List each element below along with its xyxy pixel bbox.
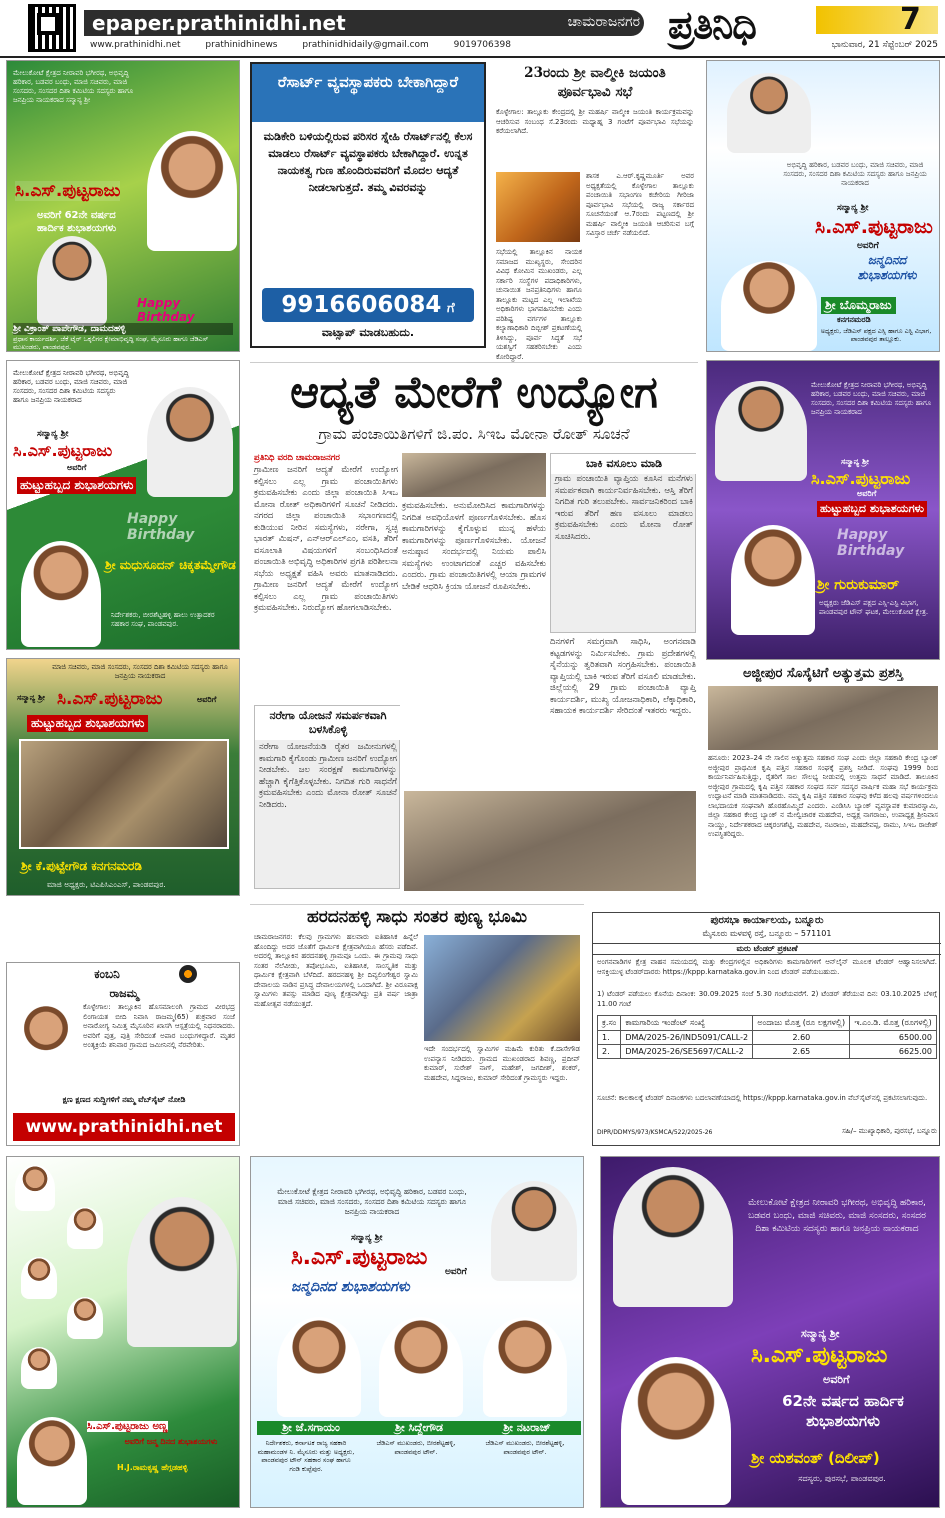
ad5-pre: ಸನ್ಮಾನ್ಯ ಶ್ರೀ <box>17 693 45 702</box>
tender-table <box>597 1015 937 1059</box>
ad8-from-detail: ಸದಸ್ಯರು, ಪುರಸಭೆ, ಪಾಂಡವಪುರ. <box>798 1474 886 1483</box>
ad7-pre: ಸನ್ಮಾನ್ಯ ಶ್ರೀ <box>351 1233 383 1243</box>
ad2-pre: ಸನ್ಮಾನ್ಯ ಶ್ರೀ <box>837 203 869 213</box>
ad3-pre: ಸನ್ಮಾನ್ಯ ಶ್ರೀ <box>37 429 69 439</box>
ad3-from-detail: ನಿರ್ದೇಶಕರು, ಬೀರಶೆಟ್ಟಹಳ್ಳಿ ಹಾಲು ಉತ್ಪಾದಕರ ಸಹಕಾರ ಸಂಘ, ಪಾಂಡವಪುರ. <box>111 611 215 628</box>
tender-dates: 1) ಟೆಂಡರ್ ಪಡೆಯಲು ಕೊನೆಯ ದಿನಾಂಕ: 30.09.2025 ಸಂಜೆ 5.30 ಗಂಟೆಯವರೆಗೆ. 2) ಟೆಂಡರ್ ತೆರೆಯುವ ದಿನ: 03.10.2025 ಬೆಳಿಗ್ಗೆ 11.00 ಗಂಟೆ <box>597 990 937 1008</box>
temple-photo <box>424 935 580 1041</box>
ad7-name: ಸಿ.ಎಸ್.ಪುಟ್ಟರಾಜು <box>291 1245 428 1270</box>
newspaper-logo: ಪ್ರತಿನಿಧಿ <box>668 2 756 47</box>
member-photo-5 <box>21 1347 57 1389</box>
person-photo-1 <box>277 1317 361 1417</box>
cell: DMA/2025-26/IND5091/CALL-2 <box>621 1031 753 1045</box>
person-2-name: ಶ್ರೀ ಸಿದ್ದೇಗೌಡ <box>365 1421 473 1435</box>
member-photo-2 <box>67 1207 103 1249</box>
person-photo-2 <box>379 1317 463 1417</box>
cell: 2.65 <box>753 1045 850 1059</box>
birthday-ad-3 <box>6 360 240 650</box>
tender-title: ಮರು ಟೆಂಡರ್ ಪ್ರಕಟಣೆ <box>593 943 941 955</box>
page-number: 7 <box>900 2 921 37</box>
main-col-3: ದಿನಗಳಿಗೆ ಸಮಗ್ರವಾಗಿ ಸಾಧಿಸಿ, ಅಂಗನವಾಡಿ ಕಟ್ಟಡಗಳನ್ನು ನಿರ್ಮಿಸಬೇಕು. ಗ್ರಾಮ ಪ್ರದೇಶಗಳಲ್ಲಿ ಸೈನೆಯನ್ನು ತ್ವರಿತವಾಗಿ ಸಂಗ್ರಹಿಸಬೇಕು. ಪಂಚಾಯಿತಿ ವ್ಯಾಪ್ತಿಯಲ್ಲಿ ಬಾಕಿ ಇರುವ ತೆರಿಗೆ ವಸೂಲಿ ಮಾಡಬೇಕು. ಜಿಲ್ಲೆಯಲ್ಲಿ 29 ಗ್ರಾಮ ಪಂಚಾಯಿತಿ ವ್ಯಾಪ್ತಿ ಕಾರ್ಯದರ್ಶಿ, ಮುಖ್ಯ ಯೋಜನಾಧಿಕಾರಿ, ಲೆಕ್ಕಾಧಿಕಾರಿ, ಸಹಾಯಕ ಕಾರ್ಯದರ್ಶಿ ಸೇರಿದಂತೆ ಇತರರು ಇದ್ದರು. <box>550 637 696 716</box>
ad6-org: H.J.ರಾಮಕೃಷ್ಣ ಹೆಗ್ಗಡಹಳ್ಳಿ <box>117 1463 188 1472</box>
cell: 1. <box>598 1031 621 1045</box>
ad1-wish: ಅವರಿಗೆ 62ನೇ ವರ್ಷದ ಹಾರ್ದಿಕ ಶುಭಾಶಯಗಳು <box>37 210 117 234</box>
cell: 6625.00 <box>850 1045 937 1059</box>
leader-photo <box>147 131 237 251</box>
th-amount: ಅಂದಾಜು ಮೊತ್ತ (ರೂ ಲಕ್ಷಗಳಲ್ಲಿ) <box>753 1016 850 1031</box>
cell: 6500.00 <box>850 1031 937 1045</box>
cell: 2. <box>598 1045 621 1059</box>
valmiki-para-3: ಸಭೆಯಲ್ಲಿ ತಾಲ್ಲೂಕಿನ ನಾಯಕ ಸಮಾಜದ ಮುಖ್ಯಸ್ಥರು, ಸೇಂದರಿನ ವಿವಿಧ ಕೋಮಿನ ಮುಖಂಡರು, ಎಲ್ಲ ಸರ್ಕಾರಿ ಸಂಸ್ಥೆಗಳ ಪದಾಧಿಕಾರಿಗಳು, ಚುನಾಯಿತ ಜನಪ್ರತಿನಿಧಿಗಳು ಹಾಗೂ ತಾಲ್ಲೂಕು ಮಟ್ಟದ ಎಲ್ಲ ಇಲಾಖೆಯ ಅಧಿಕಾರಿಗಳು ಭಾಗವಹಿಸಬೇಕು ಎಂದು ಪರಿಶಿಷ್ಟ ವರ್ಗಗಳ ತಾಲ್ಲೂಕು ಕಲ್ಯಾಣಾಧಿಕಾರಿ ದಿಬ್ಬೀಶ್ ಪ್ರಕಟಣೆಯಲ್ಲಿ ತಿಳಿಸಿದ್ದು, ಪೂರ್ವ ಸಿದ್ಧತೆ ಸಭೆ ಯಶಸ್ವಿಗೆ ಸಹಕರಿಸಬೇಕು ಎಂದು ಕೋರಿದ್ದಾರೆ. <box>496 248 582 361</box>
lamp-icon <box>179 965 197 983</box>
ad2-from: ಶ್ರೀ ಬೊಮ್ಮರಾಜು <box>821 297 896 314</box>
tender-address: ಮೈಸೂರು ಮಳವಳ್ಳಿ ರಸ್ತೆ, ಬನ್ನೂರು – 571101 <box>702 929 832 938</box>
phone-number: 9019706398 <box>453 40 511 50</box>
ad7-intro: ಮೇಲುಕೋಟೆ ಕ್ಷೇತ್ರದ ನೀರಾವರಿ ಭಗೀರಥ, ಅಭಿವೃದ್ಧಿ ಹರಿಕಾರ, ಬಡವರ ಬಂಧು, ಮಾಜಿ ಸಚಿವರು, ಮಾಜಿ ಸಂಸದರು, ಸಂಸದರ ದಿಶಾ ಕಮಿಟಿಯ ಸದಸ್ಯರು ಹಾಗೂ ಜನಪ್ರಿಯ ನಾಯಕರಾದ <box>277 1187 467 1216</box>
ad3-name: ಸಿ.ಎಸ್.ಪುಟ್ಟರಾಜು <box>13 441 113 460</box>
ad1-from: ಶ್ರೀ ವಿಕ್ರಾಂತ್ ಪಾಪೇಗೌಡ, ದಾಮದಹಳ್ಳಿ <box>13 323 233 335</box>
ad4-from: ಶ್ರೀ ಗುರುಕುಮಾರ್ <box>817 577 900 593</box>
arrears-box-title: ಬಾಕಿ ವಸೂಲು ಮಾಡಿ <box>551 454 697 474</box>
obituary-foot: ಕ್ಷಣ ಕ್ಷಣದ ಸುದ್ದಿಗಳಿಗೆ ನಮ್ಮ ವೆಬ್‌ಸೈಟ್ ನೋಡಿ <box>62 1095 186 1104</box>
qr-code-icon <box>28 4 76 52</box>
obituary-name: ರಾಜಮ್ಮ <box>109 987 139 1000</box>
ad6-name: ಸಿ.ಎಸ್.ಪುಟ್ಟರಾಜು ಅಣ್ಣ <box>87 1421 168 1432</box>
leader-photo <box>715 381 807 481</box>
cell: 2.60 <box>753 1031 850 1045</box>
ad2-avarige: ಅವರಿಗೆ <box>857 241 879 251</box>
ad4-bday: Happy Birthday <box>837 527 905 559</box>
birthday-ad-1 <box>6 60 240 352</box>
tender-ref: DIPR/DDMYS/973/KSMCA/522/2025-26 <box>597 1129 713 1136</box>
arrears-box <box>550 453 696 633</box>
member-photo-4 <box>67 1297 103 1339</box>
ad8-avarige: ಅವರಿಗೆ <box>823 1373 850 1386</box>
tender-notice <box>592 912 940 1146</box>
ad5-avarige: ಅವರಿಗೆ <box>197 695 217 704</box>
job-ad <box>250 62 486 348</box>
ajjipura-body: ಹನೂರು: 2023–24 ನೇ ಸಾಲಿನ ಅತ್ಯುತ್ತಮ ಸಹಕಾರ ಸಂಘ ಎಂದು ಜಿಲ್ಲಾ ಸಹಕಾರಿ ಕೇಂದ್ರ ಬ್ಯಾಂಕ್ ಅಜ್ಜೀಪುರ ಪ್ರಾಥಮಿಕ ಕೃಷಿ ಪತ್ತಿನ ಸಹಕಾರ ಸಂಘಕ್ಕೆ ಪ್ರಶಸ್ತಿ ನೀಡಿದೆ. ಸಂಘವು 1999 ರಿಂದ ಕಾರ್ಯನಿರ್ವಹಿಸುತ್ತಿದ್ದು, ರೈತರಿಗೆ ಸಾಲ ಸೌಲಭ್ಯ ನೀಡುವಲ್ಲಿ ಉತ್ತಮ ಸಾಧನೆ ಮಾಡಿದೆ. ತಾಲೂಕಿನ ಅಜ್ಜೀಪುರ ಗ್ರಾಮದಲ್ಲಿ ಕೃಷಿ ಪತ್ತಿನ ಸಹಕಾರ ಸಂಘದ ಸರ್ವ ಸದಸ್ಯರ ವಾರ್ಷಿಕ ಮಹಾ ಸಭೆ ಕಾರ್ಯಕ್ರಮ ಉದ್ಘಾಟನೆ ಮಾಡಿ ಮಾತನಾಡಿದರು. ನಮ್ಮ ಕೃಷಿ ಪತ್ತಿನ ಸಹಕಾರ ಸಂಘವು ಕಳೆದ ಹಲವು ವರ್ಷಗಳಿಂದಲೂ ಲಾಭದಾಯಕ ಸಂಘವಾಗಿ ಹೊರಹೊಮ್ಮಿದೆ ಎಂದರು. ಎಂಡಿಸಿಸಿ ಬ್ಯಾಂಕ್ ವ್ಯವಸ್ಥಾಪಕ ಕುಮಾರಸ್ವಾಮಿ, ಜಿಲ್ಲಾ ಸಹಕಾರ ಕೇಂದ್ರ ಬ್ಯಾಂಕ್ ನ ಮೇಲ್ವಿಚಾರಕ ಮಹದೇವ, ಅಧ್ಯಕ್ಷ ನಾಗರಾಜು, ಉಪಾಧ್ಯಕ್ಷ ಶ್ರೀನಿವಾಸ ನಾಯ್ಡು, ನಿರ್ದೇಶಕರಾದ ಚಿಕ್ಕರಂಗಶೆಟ್ಟಿ, ಮಹದೇವ, ನಟರಾಜು, ಮಹದೇವಪ್ಪ, ರಾಮು, ಸಿಇಒ ರಾಜೇಶ್ ಉಪಸ್ಥಿತರಿದ್ದರು. <box>708 754 938 838</box>
nrega-box-text: ನರೇಗಾ ಯೋಜನೆಯಡಿ ರೈತರ ಜಮೀನುಗಳಲ್ಲಿ ಕಾಮಗಾರಿ ಕೈಗೊಂಡು ಗ್ರಾಮೀಣ ಜನರಿಗೆ ಉದ್ಯೋಗ ನೀಡಬೇಕು. ಜಲ ಸಂರಕ್ಷಣೆ ಕಾಮಗಾರಿಗಳನ್ನು ಹೆಚ್ಚಾಗಿ ಕೈಗೆತ್ತಿಕೊಳ್ಳಬೇಕು. ನಿಗದಿತ ಗುರಿ ಸಾಧನೆಗೆ ಕ್ರಮವಹಿಸಬೇಕು ಎಂದು ಮೋನಾ ರೋತ್ ಸೂಚನೆ ನೀಡಿದರು. <box>259 742 397 810</box>
job-ad-body: ಮಡಿಕೇರಿ ಬಳಿಯಲ್ಲಿರುವ ಪರಿಸರ ಸ್ನೇಹಿ ರೆಸಾರ್ಟ್‌ನಲ್ಲಿ ಕೆಲಸ ಮಾಡಲು ರೆಸಾರ್ಟ್ ವ್ಯವಸ್ಥಾಪಕರು ಬೇಕಾಗಿದ್ದಾರೆ. ಉನ್ನತ ನಾಯಕತ್ವ ಗುಣ ಹೊಂದಿರುವವರಿಗೆ ಮೊದಲ ಆದ್ಯತೆ ನೀಡಲಾಗುತ್ತದೆ. ತಮ್ಮ ವಿವರವನ್ನು <box>263 130 473 194</box>
job-ad-title: ರೆಸಾರ್ಟ್ ವ್ಯವಸ್ಥಾಪಕರು ಬೇಕಾಗಿದ್ದಾರೆ <box>252 64 484 122</box>
tender-body: ಅಂಗನವಾಡಿಗಳ ಕ್ಷೇತ್ರ ವಾಹನ ಸಮಯದಲ್ಲಿ ಮತ್ತು ಕೇಂದ್ರಗಳಲ್ಲಿನ ಅಧಿಕಾರಿಗಳು ಕಾಮಗಾರಿಗಳಿಗೆ ಆನ್‌ಲೈನ್ ಮೂಲಕ ಟೆಂಡರ್ ಆಹ್ವಾನಿಸಲಾಗಿದೆ. ಆಸಕ್ತಿಯುಳ್ಳ ಟೆಂಡರ್‌ದಾರರು https://kppp.karnataka.gov.in ನಿಂದ ಟೆಂಡರ್ ಪಡೆಯಬಹುದು. <box>597 958 937 976</box>
main-col-1: ಗ್ರಾಮೀಣ ಜನರಿಗೆ ಆದ್ಯತೆ ಮೇರೆಗೆ ಉದ್ಯೋಗ ಕಲ್ಪಿಸಲು ಎಲ್ಲ ಗ್ರಾಮ ಪಂಚಾಯಿತಿಗಳು ಕ್ರಮವಹಿಸಬೇಕು ಎಂದು ಜಿಲ್ಲಾ ಪಂಚಾಯಿತಿ ಸಿಇಒ ಮೋನಾ ರೋತ್ ಅಧಿಕಾರಿಗಳಿಗೆ ಸೂಚನೆ ನೀಡಿದರು. ನಗರದ ಜಿಲ್ಲಾ ಪಂಚಾಯಿತಿ ಸಭಾಂಗಣದಲ್ಲಿ ಕುಡಿಯುವ ನೀರಿನ ಸಮಸ್ಯೆಗಳು, ನರೇಗಾ, ಸ್ವಚ್ಛ ಭಾರತ್ ಮಿಷನ್, ಎನ್‌ಆರ್‌ಎಲ್‌ಎಂ, ವಸತಿ, ತೆರಿಗೆ ವಸೂಲಾತಿ ವಿಷಯಗಳಿಗೆ ಸಂಬಂಧಿಸಿದಂತೆ ಪಂಚಾಯಿತಿ ಅಭಿವೃದ್ಧಿ ಅಧಿಕಾರಿಗಳ ಪ್ರಗತಿ ಪರಿಶೀಲನಾ ಸಭೆಯ ಅಧ್ಯಕ್ಷತೆ ವಹಿಸಿ ಅವರು ಮಾತನಾಡಿದರು. ಗ್ರಾಮೀಣ ಜನರಿಗೆ ಆದ್ಯತೆ ಮೇರೆಗೆ ಉದ್ಯೋಗ ಕಲ್ಪಿಸಲು ಎಲ್ಲ ಗ್ರಾಮ ಪಂಚಾಯಿತಿಗಳು ಕ್ರಮವಹಿಸಬೇಕು. ನಿರುದ್ಯೋಗ ಹೋಗಲಾಡಿಸಬೇಕು. <box>254 465 398 613</box>
ad1-intro: ಮೇಲುಕೋಟೆ ಕ್ಷೇತ್ರದ ನೀರಾವರಿ ಭಗೀರಥ, ಅಭಿವೃದ್ಧಿ ಹರಿಕಾರ, ಬಡವರ ಬಂಧು, ಮಾಜಿ ಸಚಿವರು, ಮಾಜಿ ಸಂಸದರು, ಸಂಸದರ ದಿಶಾ ಕಮಿಟಿಯ ಸದಸ್ಯರು ಹಾಗೂ ಜನಪ್ರಿಯ ನಾಯಕರಾದ ಸನ್ಮಾನ್ಯ ಶ್ರೀ <box>13 69 134 104</box>
leader-photo <box>491 1181 577 1281</box>
meeting-photo-2 <box>404 791 696 891</box>
edition-city: ಚಾಮರಾಜನಗರ <box>567 14 640 30</box>
ad8-from: ಶ್ರೀ ಯಶವಂತ್ (ದಿಲೀಪ್) <box>751 1449 880 1467</box>
ad8-name: ಸಿ.ಎಸ್.ಪುಟ್ಟರಾಜು <box>751 1343 888 1368</box>
issue-date: ಭಾನುವಾರ, 21 ಸೆಪ್ಟೆಂಬರ್ 2025 <box>831 40 938 50</box>
deceased-photo <box>13 1003 79 1087</box>
table-row <box>598 1031 937 1045</box>
th-emd: ಇ.ಎಂ.ಡಿ. ಮೊತ್ತ (ರೂಗಳಲ್ಲಿ) <box>850 1016 937 1031</box>
person-2-detail: ಜೆಡಿಎಸ್ ಮುಖಂಡರು, ಬೀರಶೆಟ್ಟಹಳ್ಳಿ, ಪಾಂಡವಪುರ ಟೌನ್. <box>376 1439 456 1456</box>
obituary-label: ಕಂಬನಿ <box>94 967 120 981</box>
sender-photo <box>17 1417 87 1505</box>
obituary-body: ಕೊಳ್ಳೇಗಾಲ: ತಾಲ್ಲೂಕಿನ ಹೊಸಮಾಲಂಗಿ ಗ್ರಾಮದ ವೀರಭದ್ರ ಲಿಂಗಾಯತ ಬೀದಿ ನಿವಾಸಿ ರಾಜಮ್ಮ(65) ಶುಕ್ರವಾರ ಸಂಜೆ ಅನಾರೋಗ್ಯ ನಿಮಿತ್ತ ಮೈಸೂರಿನ ಖಾಸಗಿ ಆಸ್ಪತ್ರೆಯಲ್ಲಿ ನಿಧನರಾದರು. ಅವರಿಗೆ ಪುತ್ರ, ಪುತ್ರಿ ಸೇರಿದಂತೆ ಅಪಾರ ಬಂಧುಗಳಿದ್ದಾರೆ. ಮೃತರ ಅಂತ್ಯಕ್ರಿಯೆ ಶನಿವಾರ ಗ್ರಾಮದ ಜಮೀನಿನಲ್ಲಿ ನೆರವೇರಿತು. <box>83 1003 235 1049</box>
main-headline: ಆದ್ಯತೆ ಮೇರೆಗೆ ಉದ್ಯೋಗ <box>290 367 658 418</box>
birthday-ad-4 <box>706 360 940 660</box>
job-ad-phone-suffix: ಗೆ <box>447 301 455 316</box>
ad2-from-detail: ಅಧ್ಯಕ್ಷರು, ಜೆಡಿಎಸ್ ಪಕ್ಷದ ಎಸ್ಸಿ ಹಾಗೂ ಎಸ್ಟಿ ವಿಭಾಗ, ಪಾಂಡವಪುರ ತಾಲ್ಲೂಕು. <box>820 327 932 343</box>
contact-row <box>90 40 650 50</box>
ad5-from-detail: ಮಾಜಿ ಅಧ್ಯಕ್ಷರು, ಟಿಎಪಿಸಿಎಂಎಸ್, ಪಾಂಡವಪುರ. <box>47 880 166 889</box>
ad4-pre: ಸನ್ಮಾನ್ಯ ಶ್ರೀ <box>841 457 869 466</box>
birthday-ad-7 <box>250 1156 584 1508</box>
leader-photo <box>613 1167 733 1307</box>
tender-note: ಸೂಚನೆ: ಕಾಲಕಾಲಕ್ಕೆ ಟೆಂಡರ್ ದಿನಾಂಕಗಳು ಬದಲಾವಣೆಯಾದಲ್ಲಿ https://kppp.karnataka.gov.in ವೆಬ್‌ಸೈಟ್‌ನಲ್ಲಿ ಪ್ರಕಟಿಸಲಾಗುವುದು. <box>597 1094 928 1102</box>
person-1-name: ಶ್ರೀ ಜೆ.ಸಗಾಯಂ <box>257 1421 365 1435</box>
ad5-intro: ಮಾಜಿ ಸಚಿವರು, ಮಾಜಿ ಸಂಸದರು, ಸಂಸದರ ದಿಶಾ ಕಮಿಟಿಯ ಸದಸ್ಯರು ಹಾಗೂ ಜನಪ್ರಿಯ ನಾಯಕರಾದ <box>52 663 228 680</box>
haradanahalli-col-1: ಚಾಮರಾಜನಗರ: ಕೆಲವು ಗ್ರಾಮಗಳು ಹಲವಾರು ಐತಿಹಾಸಿಕ ಹಿನ್ನೆಲೆ ಹೊಂದಿದ್ದು ಅದರ ಜೊತೆಗೆ ಧಾರ್ಮಿಕ ಕ್ಷೇತ್ರವಾಗಿಯೂ ಹೆಸರು ಪಡೆದಿವೆ. ಅದರಲ್ಲಿ ತಾಲ್ಲೂಕಿನ ಹರದನಹಳ್ಳಿ ಗ್ರಾಮವೂ ಒಂದು. ಈ ಗ್ರಾಮವು ಸಾಧು ಸಂತರ ನೆಲೆವೀಡು, ತಪೋಭೂಮಿ, ಐತಿಹಾಸಿಕ, ಸಾಂಸ್ಕೃತಿಕ ಮತ್ತು ಧಾರ್ಮಿಕ ಕ್ಷೇತ್ರವಾಗಿ ಬೆಳೆದಿದೆ. ಹರದನಹಳ್ಳಿ ಶ್ರೀ ದಿವ್ಯಲಿಂಗೇಶ್ವರ ಸ್ವಾಮಿ ದೇವಾಲಯ ನಾಡಿನ ಪ್ರಸಿದ್ಧ ದೇವಾಲಯಗಳಲ್ಲಿ ಒಂದಾಗಿದೆ. ಶ್ರೀ ವಿರೂಪಾಕ್ಷ ಸ್ವಾಮಿಗಳು ತಪಸ್ಸು ಮಾಡಿದ ಪುಣ್ಯ ಕ್ಷೇತ್ರವಾಗಿದ್ದು ಪ್ರತಿ ವರ್ಷ ಜಾತ್ರಾ ಮಹೋತ್ಸವ ನಡೆಯುತ್ತದೆ. <box>254 933 418 1008</box>
leader-photo <box>127 1197 237 1347</box>
ad3-avarige: ಅವರಿಗೆ <box>67 463 87 472</box>
sender-photo <box>37 236 107 326</box>
sender-photo <box>721 261 817 351</box>
nrega-box-title: ನರೇಗಾ ಯೋಜನೆ ಸಮರ್ಪಕವಾಗಿ ಬಳಸಿಕೊಳ್ಳಿ <box>255 706 401 740</box>
person-photo-3 <box>483 1317 567 1417</box>
person-1-detail: ನಿರ್ದೇಶಕರು, ಕರ್ನಾಟಕ ರಾಜ್ಯ ಸಹಕಾರಿ ಮಹಾಮಂಡಳ ನಿ. ಮೈಸೂರು ಮತ್ತು ಅಧ್ಯಕ್ಷರು, ಪಾಂಡವಪುರ ಟೌನ್ ಸಹಕಾರ ಸಂಘ ಹಾಗೂ ಗಂಡಿ ಕುಪ್ಪೆಪುರ. <box>257 1439 355 1473</box>
cell: DMA/2025-26/SE5697/CALL-2 <box>621 1045 753 1059</box>
ad1-from-detail: ಪ್ರಧಾನ ಕಾರ್ಯದರ್ಶಿ, ಜೆಕೆ ಟೈರ್ ಒಕ್ಕಲಿಗರ ಕ್ಷೇಮಾಭಿವೃದ್ಧಿ ಸಂಘ, ಮೈಸೂರು ಹಾಗೂ ಜೆಡಿಎಸ್ ಮುಖಂಡರು, ಪಾಂಡವಪುರ. <box>13 335 209 351</box>
ad3-from: ಶ್ರೀ ಮಧುಸೂದನ್ ಚಿಕ್ಕತಮ್ಮೇಗೌಡ <box>105 558 236 572</box>
ajjipura-photo <box>708 686 938 750</box>
tender-office: ಪುರಸಭಾ ಕಾರ್ಯಾಲಯ, ಬನ್ನೂರು <box>710 915 824 926</box>
ad3-intro: ಮೇಲುಕೋಟೆ ಕ್ಷೇತ್ರದ ನೀರಾವರಿ ಭಗೀರಥ, ಅಭಿವೃದ್ಧಿ ಹರಿಕಾರ, ಬಡವರ ಬಂಧು, ಮಾಜಿ ಸಚಿವರು, ಮಾಜಿ ಸಂಸದರು, ಸಂಸದರ ದಿಶಾ ಕಮಿಟಿಯ ಸದಸ್ಯರು ಹಾಗೂ ಜನಪ್ರಿಯ ನಾಯಕರಾದ <box>13 369 129 404</box>
epaper-link[interactable]: epaper.prathinidhi.net <box>92 11 346 35</box>
valmiki-headline: 23ರಂದು ಶ್ರೀ ವಾಲ್ಮೀಕಿ ಜಯಂತಿ ಪೂರ್ವಭಾವಿ ಸಭೆ <box>524 65 666 100</box>
ad8-pre: ಸನ್ಮಾನ್ಯ ಶ್ರೀ <box>801 1327 840 1340</box>
ad7-wish: ಜನ್ಮದಿನದ ಶುಭಾಶಯಗಳು <box>291 1279 410 1295</box>
arrears-box-text: ಗ್ರಾಮ ಪಂಚಾಯಿತಿ ವ್ಯಾಪ್ತಿಯ ಕೂಸಿನ ಮನೆಗಳು ಸಮರ್ಪಕವಾಗಿ ಕಾರ್ಯನಿರ್ವಹಿಸಬೇಕು. ಆಸ್ತಿ ತೆರಿಗೆ ನಿಗದಿತ ಗುರಿ ತಲುಪಬೇಕು. ಸಾರ್ವಜನಿಕರಿಂದ ಬಾಕಿ ಇರುವ ತೆರಿಗೆ ಹಣ ವಸೂಲು ಮಾಡಲು ಕ್ರಮವಹಿಸಬೇಕು ಎಂದು ಮೋನಾ ರೋತ್ ಸೂಚಿಸಿದರು. <box>555 474 693 542</box>
nrega-box <box>254 705 400 889</box>
member-photo-1 <box>15 1165 55 1211</box>
ad2-intro: ಅಭಿವೃದ್ಧಿ ಹರಿಕಾರ, ಬಡವರ ಬಂಧು, ಮಾಜಿ ಸಚಿವರು, ಮಾಜಿ ಸಂಸದರು, ಸಂಸದರ ದಿಶಾ ಕಮಿಟಿಯ ಸದಸ್ಯರು ಹಾಗೂ ಜನಪ್ರಿಯ ನಾಯಕರಾದ <box>783 161 927 187</box>
sender-photo <box>621 1357 731 1505</box>
person-3-name: ಶ್ರೀ ನಟರಾಜ್ <box>473 1421 581 1435</box>
ad8-intro: ಮೇಲುಕೋಟೆ ಕ್ಷೇತ್ರದ ನೀರಾವರಿ ಭಗೀರಥ, ಅಭಿವೃದ್ಧಿ ಹರಿಕಾರ, ಬಡವರ ಬಂಧು, ಮಾಜಿ ಸಚಿವರು, ಮಾಜಿ ಸಂಸದರು, ಸಂಸದರ ದಿಶಾ ಕಮಿಟಿಯ ಸದಸ್ಯರು ಹಾಗೂ ಜನಪ್ರಿಯ ನಾಯಕರಾದ <box>748 1198 926 1234</box>
ad3-wish: ಹುಟ್ಟುಹಬ್ಬದ ಶುಭಾಶಯಗಳು <box>17 477 136 494</box>
haradanahalli-col-2: ಇದೇ ಸಂದರ್ಭದಲ್ಲಿ ಸ್ವಾಮಿಗಳ ಮಹಿಮೆ ಕುರಿತು ಕೆ.ದಾಸೇಗೌಡ ಉಪನ್ಯಾಸ ನೀಡಿದರು. ಗ್ರಾಮದ ಮುಖಂಡರಾದ ಶಿವಣ್ಣ, ಪ್ರದೀಪ್ ಕುಮಾರ್, ಸುರೇಶ್ ನಾಗ್, ಮಹೇಶ್, ಜಗದೀಶ್, ಶಂಕರ್, ಮಹದೇವ, ಸಿದ್ದರಾಜು, ಕುಮಾರ್ ಸೇರಿದಂತೆ ಗ್ರಾಮಸ್ಥರು ಇದ್ದರು. <box>424 1045 580 1082</box>
person-3-detail: ಜೆಡಿಎಸ್ ಮುಖಂಡರು, ಬೀರಶೆಟ್ಟಹಳ್ಳಿ, ಪಾಂಡವಪುರ ಟೌನ್. <box>485 1439 565 1456</box>
haradanahalli-headline: ಹರದನಹಳ್ಳಿ ಸಾಧು ಸಂತರ ಪುಣ್ಯ ಭೂಮಿ <box>307 907 527 927</box>
masthead <box>0 0 945 58</box>
ad8-wish: 62ನೇ ವರ್ಷದ ಹಾರ್ದಿಕ ಶುಭಾಶಯಗಳು <box>782 1392 904 1430</box>
sender-photo <box>731 525 815 635</box>
felicitation-photo <box>19 739 229 849</box>
valmiki-article <box>492 62 698 361</box>
ad6-line1: ಅವರಿಗೆ ಜನ್ಮ ದಿನದ ಶುಭಾಶಯಗಳು <box>124 1437 218 1446</box>
ad2-wish: ಜನ್ಮದಿನದ ಶುಭಾಶಯಗಳು <box>857 253 917 282</box>
job-ad-phone-box <box>262 288 474 322</box>
haradanahalli-article <box>250 904 584 1148</box>
obituary-box <box>6 962 240 1146</box>
email-link[interactable]: prathinidhidaily@gmail.com <box>302 40 429 50</box>
ad5-wish: ಹುಟ್ಟುಹಬ್ಬದ ಶುಭಾಶಯಗಳು <box>27 715 148 732</box>
ad5-from: ಶ್ರೀ ಕೆ.ಪುಟ್ಟೇಗೌಡ ಕನಗನಮರಡಿ <box>21 859 142 873</box>
tender-signature: ಸಹಿ/– ಮುಖ್ಯಾಧಿಕಾರಿ, ಪುರಸಭೆ, ಬನ್ನೂರು <box>842 1127 937 1135</box>
leader-photo <box>727 73 811 153</box>
website-link[interactable]: www.prathinidhi.net <box>90 40 181 50</box>
leader-photo <box>147 387 233 497</box>
th-indent: ಕಾಮಗಾರಿಯ ಇಂಡೆಂಟ್ ಸಂಖ್ಯೆ <box>621 1016 753 1031</box>
ad7-avarige: ಅವರಿಗೆ <box>445 1267 467 1277</box>
birthday-ad-6 <box>6 1156 240 1508</box>
main-article <box>250 362 698 894</box>
social-handle[interactable]: prathinidhinews <box>205 40 278 50</box>
ajjipura-article <box>704 666 942 894</box>
th-serial: ಕ್ರ.ಸಂ <box>598 1016 621 1031</box>
ad4-avarige: ಅವರಿಗೆ <box>857 489 877 498</box>
ad2-name: ಸಿ.ಎಸ್.ಪುಟ್ಟರಾಜು <box>815 216 933 238</box>
website-banner[interactable]: www.prathinidhi.net <box>13 1113 235 1141</box>
valmiki-para-1: ಕೊಳ್ಳೇಗಾಲ: ತಾಲ್ಲೂಕು ಕೇಂದ್ರದಲ್ಲಿ ಶ್ರೀ ಮಹರ್ಷಿ ವಾಲ್ಮೀಕಿ ಜಯಂತಿ ಕಾರ್ಯಕ್ರಮವನ್ನು ಆಚರಿಸುವ ಸಂಬಂಧ ಸೆ.23ರಂದು ಮಧ್ಯಾಹ್ನ 3 ಗಂಟೆಗೆ ಪೂರ್ವಭಾವಿ ಸಭೆಯನ್ನು ಕರೆಯಲಾಗಿದೆ. <box>496 108 694 135</box>
meeting-photo-1 <box>402 453 546 497</box>
ad1-name: ಸಿ.ಎಸ್.ಪುಟ್ಟರಾಜು <box>15 181 121 201</box>
job-ad-phone[interactable]: 9916606084 <box>281 292 442 318</box>
birthday-ad-8 <box>600 1156 940 1508</box>
birthday-ad-5 <box>6 658 240 896</box>
table-row <box>598 1045 937 1059</box>
main-dateline: ಪ್ರತಿನಿಧಿ ವರದಿ ಚಾಮರಾಜನಗರ <box>254 453 340 463</box>
ad4-wish: ಹುಟ್ಟುಹಬ್ಬದ ಶುಭಾಶಯಗಳು <box>817 501 927 517</box>
valmiki-para-2: ಶಾಸಕ ಎ.ಆರ್.ಕೃಷ್ಣಮೂರ್ತಿ ಅವರ ಅಧ್ಯಕ್ಷತೆಯಲ್ಲಿ ಕೊಳ್ಳೇಗಾಲ ತಾಲ್ಲೂಕು ಪಂಚಾಯಿತಿ ಸಭಾಂಗಣ ಕಚೇರಿಯ ಗೀರಿಜಾ ಪೂರ್ವಭಾವಿ ಸಭೆಯಲ್ಲಿ ರಾಜ್ಯ ಸರ್ಕಾರದ ಸೂಚನೆಯಂತೆ ಆ.7ರಂದು ಪಟ್ಟಣದಲ್ಲಿ ಶ್ರೀ ಮಹರ್ಷಿ ವಾಲ್ಮೀಕಿ ಜಯಂತಿ ಆಚರಿಸುವ ಬಗ್ಗೆ ಸವಿಸ್ತಾರ ಚರ್ಚೆ ನಡೆಯಲಿದೆ. <box>586 172 694 237</box>
ad4-intro: ಮೇಲುಕೋಟೆ ಕ್ಷೇತ್ರದ ನೀರಾವರಿ ಭಗೀರಥ, ಅಭಿವೃದ್ಧಿ ಹರಿಕಾರ, ಬಡವರ ಬಂಧು, ಮಾಜಿ ಸಚಿವರು, ಮಾಜಿ ಸಂಸದರು, ಸಂಸದರ ದಿಶಾ ಕಮಿಟಿಯ ಸದಸ್ಯರು ಹಾಗೂ ಜನಪ್ರಿಯ ನಾಯಕರಾದ <box>811 381 932 416</box>
ad2-place: ಕನಗನಮರಡಿ <box>837 315 871 324</box>
main-col-2: ಕ್ರಮವಹಿಸಬೇಕು. ಅನುಮೋದಿಸಿದ ಕಾಮಗಾರಿಗಳನ್ನು ನಿಗದಿತ ಅವಧಿಯೊಳಗೆ ಪೂರ್ಣಗೊಳಿಸಬೇಕು. ಹೊಸ ಕಾಮಗಾರಿಗಳನ್ನು ಕೈಗೊಳ್ಳುವ ಮುನ್ನ ಹಳೆಯ ಕಾಮಗಾರಿಗಳನ್ನು ಪೂರ್ಣಗೊಳಿಸಬೇಕು. ಯೋಜನೆ ಅನುಷ್ಠಾನ ಸಂದರ್ಭದಲ್ಲಿ ನಿಯಮ ಪಾಲಿಸಿ ಸಮಸ್ಯೆಗಳು ಉಂಟಾಗದಂತೆ ಎಚ್ಚರ ವಹಿಸಬೇಕು ಎಂದರು. ಗ್ರಾಮ ಪಂಚಾಯಿತಿಗಳಲ್ಲಿ ಆಯಾ ಗ್ರಾಮಗಳ ಬೇಡಿಕೆ ಆಧರಿಸಿ ಕ್ರಿಯಾ ಯೋಜನೆ ರೂಪಿಸಬೇಕು. <box>402 501 546 592</box>
main-subheadline: ಗ್ರಾಮ ಪಂಚಾಯಿತಿಗಳಿಗೆ ಜಿ.ಪಂ. ಸಿಇಒ ಮೋನಾ ರೋತ್ ಸೂಚನೆ <box>318 425 630 443</box>
job-ad-footer: ವಾಟ್ಸಾಪ್ ಮಾಡಬಹುದು. <box>321 326 415 339</box>
member-photo-3 <box>21 1257 57 1299</box>
sender-photo <box>21 541 101 647</box>
ajjipura-headline: ಅಜ್ಜೀಪುರ ಸೊಸೈಟಿಗೆ ಅತ್ಯುತ್ತಮ ಪ್ರಶಸ್ತಿ <box>742 666 904 681</box>
ad3-bday: Happy Birthday <box>127 511 195 543</box>
birthday-ad-2 <box>706 60 940 352</box>
ad4-name: ಸಿ.ಎಸ್.ಪುಟ್ಟರಾಜು <box>811 469 911 488</box>
ad4-from-detail: ಅಧ್ಯಕ್ಷರು ಜೆಡಿಎಸ್ ಪಕ್ಷದ ಎಸ್ಸಿ-ಎಸ್ಟಿ ವಿಭಾಗ, ಪಾಂಡವಪುರ ಟೌನ್ ಘಟಕ, ಮೇಲುಕೋಟೆ ಕ್ಷೇತ್ರ. <box>819 599 929 616</box>
happy-birthday-badge: Happy Birthday <box>137 296 195 324</box>
ad5-name: ಸಿ.ಎಸ್.ಪುಟ್ಟರಾಜು <box>57 689 163 709</box>
valmiki-photo <box>496 172 580 242</box>
